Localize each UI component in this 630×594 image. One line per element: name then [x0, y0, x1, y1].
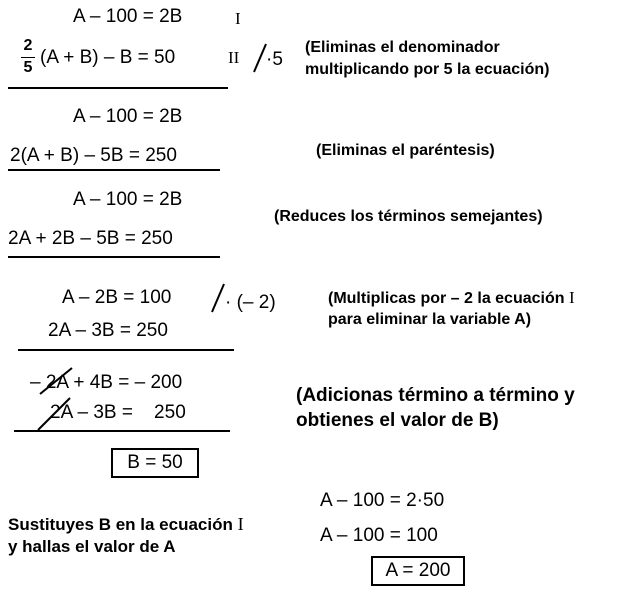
- multiplier-5: ·5: [266, 49, 283, 70]
- divider-line-5: [14, 430, 230, 432]
- cancel-stroke-2: [36, 396, 72, 432]
- note-reduce-like-terms: (Reduces los términos semejantes): [274, 208, 543, 225]
- result-b-box: B = 50: [111, 448, 199, 478]
- divider-line-2: [8, 169, 220, 171]
- cancelled-term-1: 2A: [45, 372, 69, 393]
- note-eliminate-parenthesis: (Eliminas el paréntesis): [316, 142, 495, 159]
- roman-label-i: I: [235, 9, 241, 28]
- note-multiply-line1: (Multiplicas por – 2 la ecuación I: [328, 288, 575, 307]
- equation-a-minus-100-100: A – 100 = 100: [320, 525, 438, 546]
- equation-i: A – 100 = 2B: [73, 6, 183, 27]
- substitute-text-line1: Sustituyes B en la ecuación I: [8, 514, 244, 534]
- note-add-terms-line2: obtienes el valor de B): [296, 410, 499, 431]
- substitute-text-line2: y hallas el valor de A: [8, 537, 176, 556]
- roman-label-ii: II: [228, 48, 240, 67]
- fraction-bar: [21, 57, 35, 58]
- equation-expanded-parenthesis: 2(A + B) – 5B = 250: [10, 145, 177, 166]
- equation-terms: 2A + 2B – 5B = 250: [8, 228, 173, 249]
- equation-a-minus-2b: A – 2B = 100: [62, 287, 172, 308]
- fraction-denominator: 5: [23, 59, 33, 76]
- note-add-terms-line1: (Adicionas término a término y: [296, 385, 575, 406]
- equation-a-minus-100-b: A – 100 = 2B: [73, 189, 183, 210]
- multiplier-minus-2: · (– 2): [225, 292, 276, 313]
- equation-sum-row1: – 2A + 4B = – 200: [30, 372, 183, 393]
- equation-2a-minus-3b: 2A – 3B = 250: [48, 320, 168, 341]
- cancelled-term-2: 2A: [50, 402, 73, 423]
- divider-line-4: [18, 349, 234, 351]
- note-eliminate-denominator-line1: (Eliminas el denominador: [305, 39, 500, 56]
- cancel-stroke-1: [38, 366, 74, 396]
- note-multiply-line2: para eliminar la variable A): [328, 311, 532, 328]
- result-a-box: A = 200: [371, 556, 465, 586]
- fraction-numerator: 2: [23, 37, 33, 54]
- equation-a-minus-100-2x50: A – 100 = 2·50: [320, 490, 445, 511]
- equation-sum-row2: 2A – 3B = 250: [50, 402, 186, 423]
- divider-line-1: [8, 87, 228, 89]
- equation-ii: (A + B) – B = 50: [40, 47, 176, 68]
- divider-line-3: [8, 256, 220, 258]
- equation-a-minus-100: A – 100 = 2B: [73, 106, 183, 127]
- multiply-slash-mark-2: [210, 282, 226, 314]
- note-eliminate-denominator-line2: multiplicando por 5 la ecuación): [305, 61, 550, 78]
